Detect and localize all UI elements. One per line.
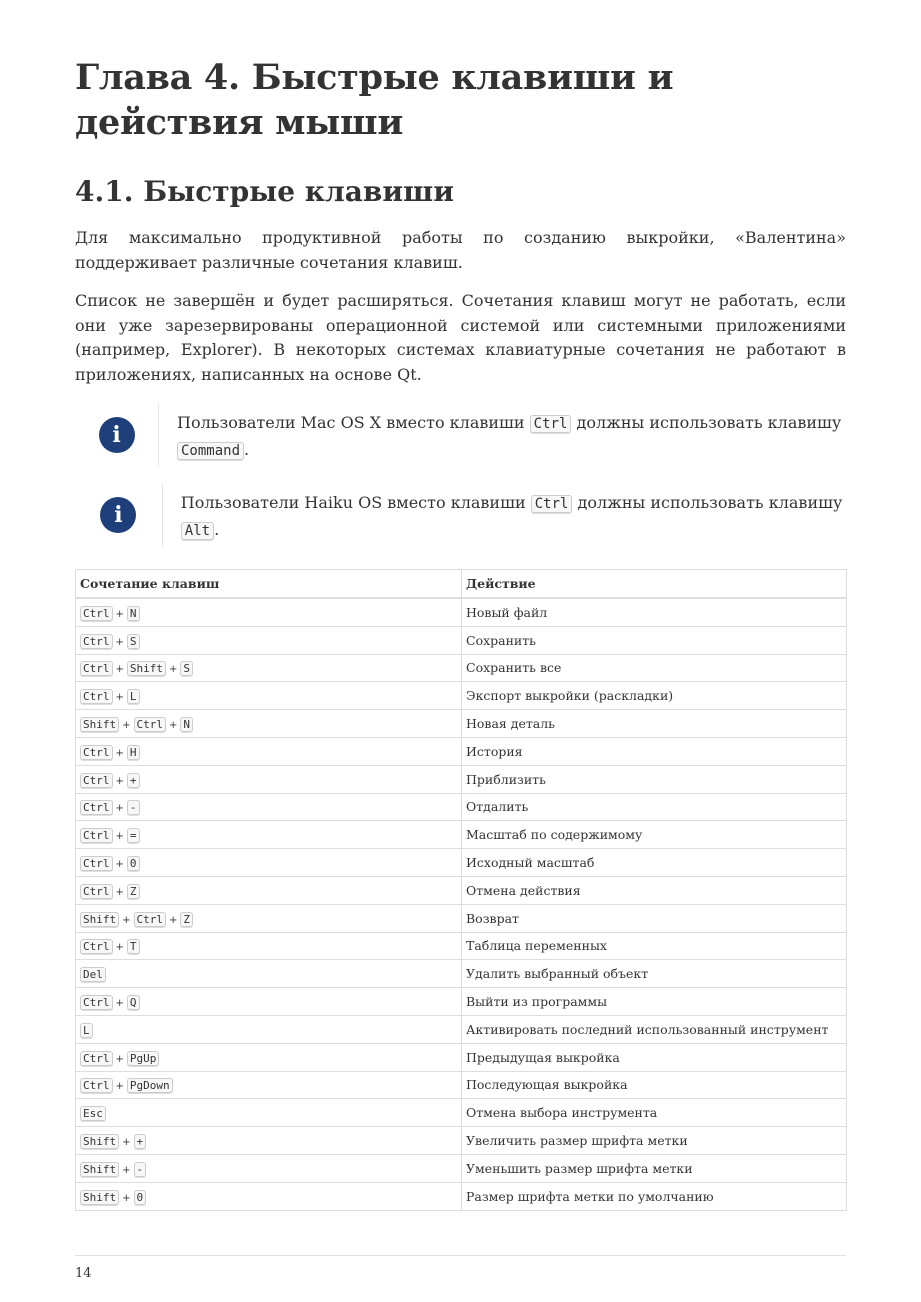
- shortcut-cell: [76, 654, 462, 682]
- kbd-key: Ctrl: [80, 1051, 113, 1066]
- note-text-part: .: [244, 440, 250, 459]
- table-row: [76, 710, 847, 738]
- kbd-key: Ctrl: [80, 1078, 113, 1093]
- kbd-key: Ctrl: [80, 773, 113, 788]
- kbd-key: Shift: [80, 912, 119, 927]
- shortcut-cell: [76, 737, 462, 765]
- action-cell: Последующая выкройка: [462, 1071, 847, 1099]
- kbd-key: S: [180, 661, 193, 676]
- kbd-key: +: [134, 1134, 147, 1149]
- kbd-key: 0: [134, 1190, 147, 1205]
- note-text-part: Пользователи Mac OS X вместо клавиши: [177, 413, 530, 432]
- plus-separator: +: [115, 747, 124, 759]
- shortcut-cell: [76, 932, 462, 960]
- action-cell: Новая деталь: [462, 710, 847, 738]
- kbd-key: -: [127, 800, 140, 815]
- plus-separator: +: [115, 886, 124, 898]
- shortcuts-table: [75, 569, 847, 1211]
- shortcut-cell: [76, 849, 462, 877]
- table-row: [76, 626, 847, 654]
- action-cell: Предыдущая выкройка: [462, 1043, 847, 1071]
- plus-separator: +: [115, 664, 124, 676]
- shortcut-cell: [76, 960, 462, 988]
- table-row: [76, 793, 847, 821]
- note-text-part: должны использовать клавишу: [572, 493, 843, 512]
- plus-separator: +: [169, 664, 178, 676]
- kbd-key: Ctrl: [80, 689, 113, 704]
- kbd-key: Shift: [80, 717, 119, 732]
- table-row: [76, 821, 847, 849]
- kbd-key: Ctrl: [531, 495, 573, 513]
- kbd-key: Ctrl: [80, 800, 113, 815]
- shortcut-cell: [76, 1071, 462, 1099]
- column-header-shortcut: Сочетание клавиш: [76, 570, 462, 599]
- info-icon: i: [100, 497, 136, 533]
- table-row: [76, 960, 847, 988]
- kbd-key: Shift: [80, 1134, 119, 1149]
- shortcut-cell: [76, 710, 462, 738]
- kbd-key: S: [127, 634, 140, 649]
- kbd-key: L: [127, 689, 140, 704]
- admonition-note: [75, 484, 846, 546]
- kbd-key: Ctrl: [530, 415, 572, 433]
- plus-separator: +: [115, 636, 124, 648]
- page-number: 14: [75, 1266, 92, 1281]
- kbd-key: T: [127, 939, 140, 954]
- action-cell: Удалить выбранный объект: [462, 960, 847, 988]
- table-body: [76, 598, 847, 1210]
- action-cell: Выйти из программы: [462, 988, 847, 1016]
- action-cell: Приблизить: [462, 765, 847, 793]
- kbd-key: Ctrl: [80, 634, 113, 649]
- admonition-note: [75, 404, 846, 466]
- kbd-key: Ctrl: [80, 939, 113, 954]
- footer-divider: [75, 1255, 846, 1256]
- action-cell: Сохранить: [462, 626, 847, 654]
- shortcut-cell: [76, 1015, 462, 1043]
- table-row: [76, 737, 847, 765]
- action-cell: Сохранить все: [462, 654, 847, 682]
- shortcut-cell: [76, 904, 462, 932]
- kbd-key: Shift: [80, 1162, 119, 1177]
- admonition-icon-cell: [75, 404, 159, 466]
- plus-separator: +: [169, 720, 178, 732]
- kbd-key: +: [127, 773, 140, 788]
- plus-separator: +: [115, 1081, 124, 1093]
- plus-separator: +: [115, 608, 124, 620]
- kbd-key: -: [134, 1162, 147, 1177]
- plus-separator: +: [122, 720, 131, 732]
- plus-separator: +: [169, 914, 178, 926]
- action-cell: Уменьшить размер шрифта метки: [462, 1154, 847, 1182]
- kbd-key: Shift: [80, 1190, 119, 1205]
- kbd-key: 0: [127, 856, 140, 871]
- action-cell: Отмена действия: [462, 876, 847, 904]
- kbd-key: Command: [177, 442, 244, 460]
- table-row: [76, 876, 847, 904]
- table-row: [76, 988, 847, 1016]
- shortcut-cell: [76, 765, 462, 793]
- shortcut-cell: [76, 876, 462, 904]
- kbd-key: Ctrl: [80, 745, 113, 760]
- action-cell: Отмена выбора инструмента: [462, 1099, 847, 1127]
- table-row: [76, 904, 847, 932]
- kbd-key: PgUp: [127, 1051, 160, 1066]
- kbd-key: Ctrl: [134, 717, 167, 732]
- plus-separator: +: [115, 803, 124, 815]
- action-cell: Увеличить размер шрифта метки: [462, 1127, 847, 1155]
- kbd-key: Q: [127, 995, 140, 1010]
- table-row: [76, 654, 847, 682]
- admonition-text: [163, 484, 846, 546]
- shortcut-cell: [76, 1099, 462, 1127]
- kbd-key: Z: [180, 912, 193, 927]
- plus-separator: +: [115, 775, 124, 787]
- kbd-key: Ctrl: [80, 606, 113, 621]
- kbd-key: L: [80, 1023, 93, 1038]
- action-cell: Активировать последний использованный инструмент: [462, 1015, 847, 1043]
- kbd-key: Ctrl: [80, 856, 113, 871]
- action-cell: Новый файл: [462, 598, 847, 626]
- action-cell: Размер шрифта метки по умолчанию: [462, 1182, 847, 1210]
- shortcut-cell: [76, 988, 462, 1016]
- shortcut-cell: [76, 821, 462, 849]
- kbd-key: Ctrl: [80, 828, 113, 843]
- kbd-key: Ctrl: [80, 884, 113, 899]
- shortcut-cell: [76, 1182, 462, 1210]
- plus-separator: +: [115, 831, 124, 843]
- table-row: [76, 1154, 847, 1182]
- document-page: [75, 55, 846, 1211]
- kbd-key: N: [180, 717, 193, 732]
- note-text-part: .: [214, 520, 220, 539]
- table-row: [76, 1127, 847, 1155]
- table-row: [76, 932, 847, 960]
- plus-separator: +: [122, 914, 131, 926]
- kbd-key: Ctrl: [80, 661, 113, 676]
- plus-separator: +: [115, 1053, 124, 1065]
- column-header-action: Действие: [462, 570, 847, 599]
- plus-separator: +: [115, 942, 124, 954]
- section-title: 4.1. Быстрые клавиши: [75, 175, 454, 208]
- table-row: [76, 598, 847, 626]
- kbd-key: Del: [80, 967, 106, 982]
- plus-separator: +: [122, 1164, 131, 1176]
- kbd-key: Ctrl: [134, 912, 167, 927]
- kbd-key: Alt: [181, 522, 214, 540]
- paragraph-intro: Для максимально продуктивной работы по созданию выкройки, «Валентина» поддерживает различные сочетания клавиш.: [75, 228, 846, 272]
- kbd-key: Shift: [127, 661, 166, 676]
- kbd-key: Esc: [80, 1106, 106, 1121]
- note-text-part: должны использовать клавишу: [571, 413, 842, 432]
- shortcut-cell: [76, 1127, 462, 1155]
- action-cell: Исходный масштаб: [462, 849, 847, 877]
- table-row: [76, 1099, 847, 1127]
- kbd-key: =: [127, 828, 140, 843]
- paragraph-note: Список не завершён и будет расширяться. Сочетания клавиш могут не работать, если они уже зарезервированы операционной системой или системными приложениями (например, Explorer). В некоторых системах клавиатурные сочетания не работают в приложениях, написанных на основе Qt.: [75, 291, 846, 384]
- plus-separator: +: [115, 859, 124, 871]
- shortcut-cell: [76, 626, 462, 654]
- kbd-key: N: [127, 606, 140, 621]
- action-cell: Масштаб по содержимому: [462, 821, 847, 849]
- table-row: [76, 1015, 847, 1043]
- table-row: [76, 1182, 847, 1210]
- table-row: [76, 1043, 847, 1071]
- kbd-key: PgDown: [127, 1078, 173, 1093]
- shortcut-cell: [76, 682, 462, 710]
- table-row: [76, 1071, 847, 1099]
- admonition-text: [159, 404, 846, 466]
- table-row: [76, 682, 847, 710]
- chapter-title: Глава 4. Быстрые клавиши и действия мыши: [75, 57, 674, 143]
- shortcut-cell: [76, 1154, 462, 1182]
- table-row: [76, 849, 847, 877]
- action-cell: История: [462, 737, 847, 765]
- note-text-part: Пользователи Haiku OS вместо клавиши: [180, 493, 531, 512]
- action-cell: Возврат: [462, 904, 847, 932]
- action-cell: Отдалить: [462, 793, 847, 821]
- kbd-key: H: [127, 745, 140, 760]
- plus-separator: +: [122, 1192, 131, 1204]
- table-header-row: [76, 570, 847, 599]
- plus-separator: +: [115, 998, 124, 1010]
- table-row: [76, 765, 847, 793]
- plus-separator: +: [122, 1137, 131, 1149]
- kbd-key: Ctrl: [80, 995, 113, 1010]
- kbd-key: Z: [127, 884, 140, 899]
- info-icon: i: [99, 417, 135, 453]
- action-cell: Экспорт выкройки (раскладки): [462, 682, 847, 710]
- shortcut-cell: [76, 598, 462, 626]
- plus-separator: +: [115, 692, 124, 704]
- admonition-icon-cell: [75, 484, 163, 546]
- shortcut-cell: [76, 1043, 462, 1071]
- action-cell: Таблица переменных: [462, 932, 847, 960]
- shortcut-cell: [76, 793, 462, 821]
